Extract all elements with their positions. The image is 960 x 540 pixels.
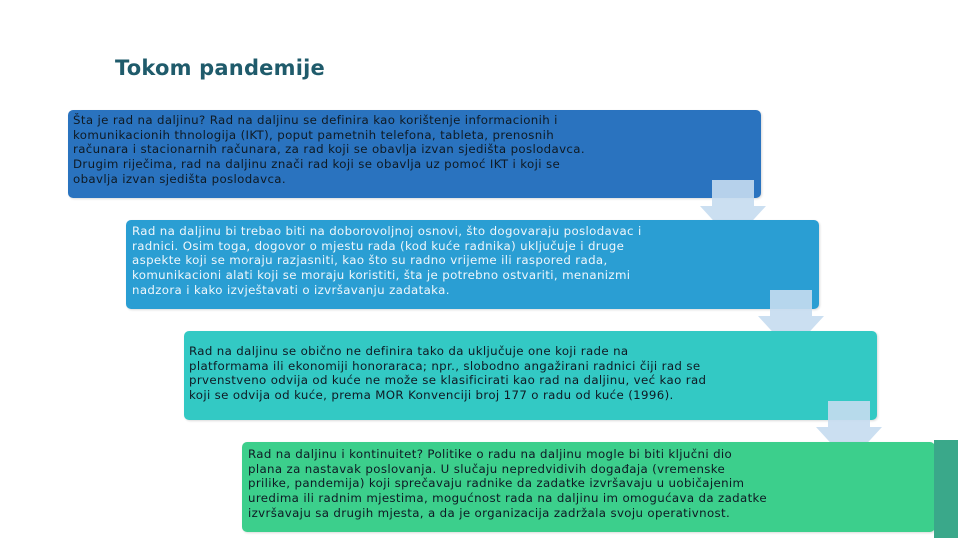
box-1-line-5: obavlja izvan sjedišta poslodavca. xyxy=(73,171,286,186)
box-1-line-1: Šta je rad na daljinu? Rad na daljinu se definira kao korištenje informacionih i xyxy=(73,113,558,127)
box-2-line-4: komunikacioni alati koji se moraju koristiti, šta je potrebno ostvariti, menanizmi xyxy=(132,268,631,283)
process-box-3-text xyxy=(189,344,706,403)
box-1-line-2: komunikacionih thnologija (IKT), poput pametnih telefona, tableta, prenosnih xyxy=(73,127,555,142)
process-box-4-text xyxy=(248,447,767,521)
box-4-line-4: uredima ili radnim mjestima, mogućnost rada na daljinu im omogućava da zadatke xyxy=(248,491,767,506)
box-2-line-3: aspekte koji se moraju razjasniti, kao što su radno vrijeme ili raspored rada, xyxy=(132,253,608,268)
box-1-line-4: Drugim riječima, rad na daljinu znači rad koji se obavlja uz pomoć IKT i koji se xyxy=(73,157,561,172)
slide-title: Tokom pandemije xyxy=(115,56,325,80)
corner-accent xyxy=(934,440,958,538)
box-3-line-2: platformama ili ekonomiji honoraraca; npr., slobodno angažirani radnici čiji rad se xyxy=(189,358,701,373)
box-2-line-1: Rad na daljinu bi trebao biti na doborovoljnoj osnovi, što dogovaraju poslodavac i xyxy=(132,224,642,238)
box-4-line-3: prilike, pandemija) koji sprečavaju radnike da zadatke izvršavaju u uobičajenim xyxy=(248,476,745,491)
process-box-2-text xyxy=(132,224,642,298)
box-4-line-5: izvršavaju sa drugih mjesta, a da je organizacija zadržala svoju operativnost. xyxy=(248,505,731,520)
box-4-line-1: Rad na daljinu i kontinuitet? Politike o radu na daljinu mogle bi biti ključni dio xyxy=(248,447,733,461)
box-1-line-3: računara i stacionarnih računara, za rad koji se obavlja izvan sjedišta poslodavca. xyxy=(73,142,585,157)
box-2-line-2: radnici. Osim toga, dogovor o mjestu rada (kod kuće radnika) uključuje i druge xyxy=(132,238,625,253)
process-box-1-text xyxy=(73,113,585,187)
box-3-line-4: koji se odvija od kuće, prema MOR Konvenciji broj 177 o radu od kuće (1996). xyxy=(189,388,674,403)
box-3-line-1: Rad na daljinu se obično ne definira tako da uključuje one koji rade na xyxy=(189,344,629,358)
box-2-line-5: nadzora i kako izvještavati o izvršavanju zadataka. xyxy=(132,282,450,297)
box-4-line-2: plana za nastavak poslovanja. U slučaju nepredvidivih događaja (vremenske xyxy=(248,461,726,476)
box-3-line-3: prvenstveno odvija od kuće ne može se klasificirati kao rad na daljinu, već kao rad xyxy=(189,373,707,388)
